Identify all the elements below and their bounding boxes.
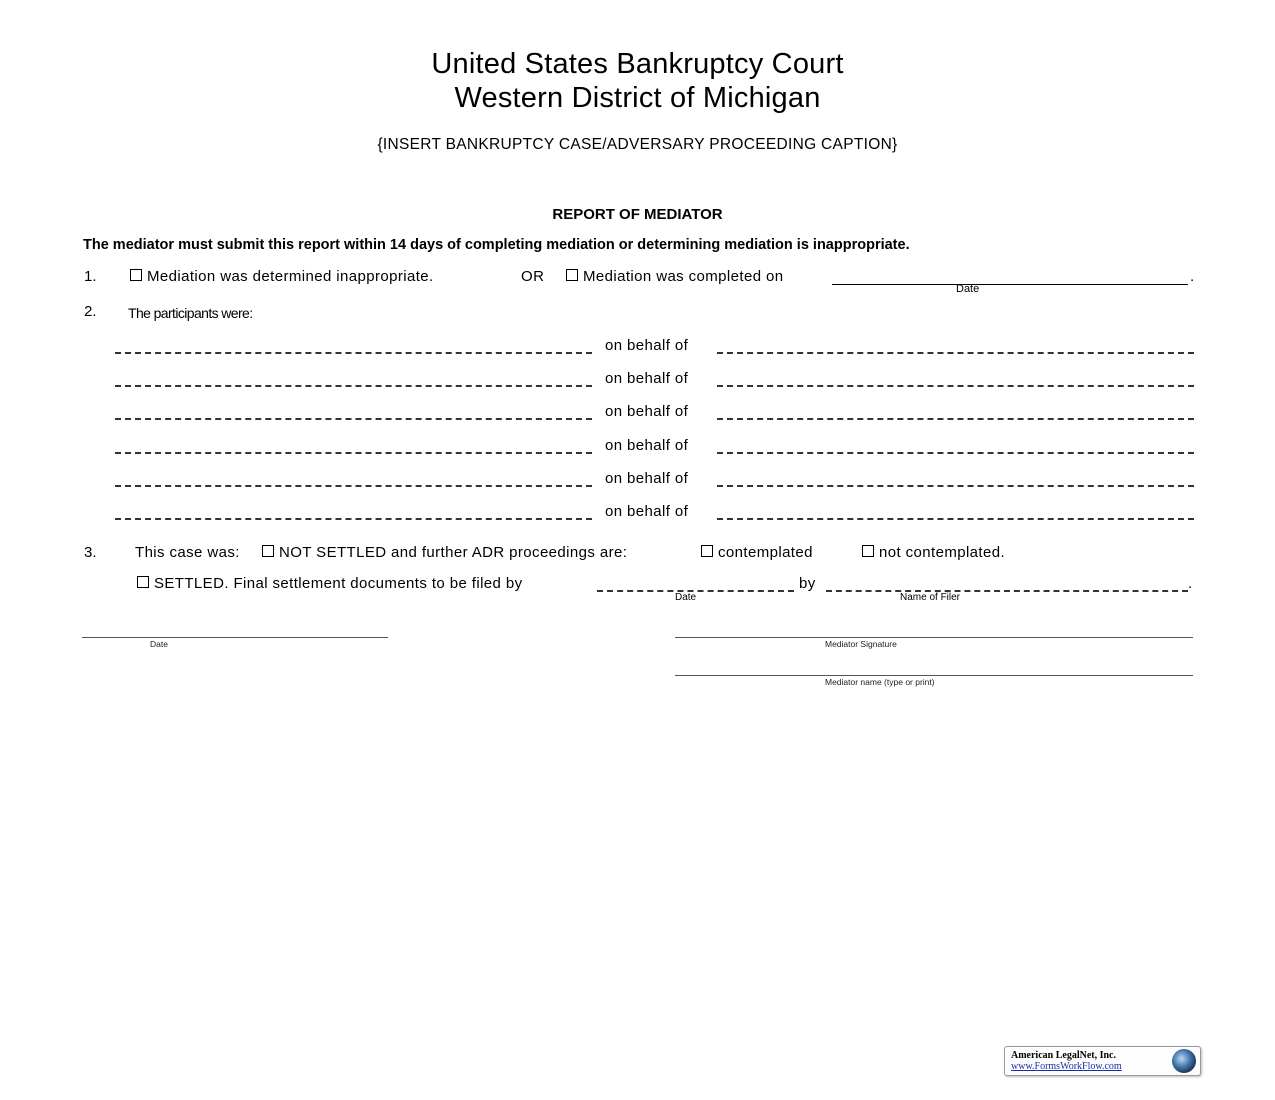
case-caption-placeholder: {INSERT BANKRUPTCY CASE/ADVERSARY PROCEEDING CAPTION} [377,136,898,153]
option-contemplated[interactable] [701,544,813,561]
item-1-number: 1. [84,268,97,285]
participant-name-field[interactable] [115,352,592,354]
filer-name-field[interactable] [826,590,1188,592]
or-text: OR [521,268,545,285]
district-title: Western District of Michigan [454,82,821,114]
participant-party-field[interactable] [717,385,1194,387]
participant-party-field[interactable] [717,485,1194,487]
participant-name-field[interactable] [115,485,592,487]
item-3-period: . [1188,575,1193,592]
mediator-signature-label: Mediator Signature [825,639,897,649]
participant-name-field[interactable] [115,518,592,520]
option-inappropriate-label: Mediation was determined inappropriate. [147,268,434,285]
mediator-signature-field[interactable] [675,637,1193,638]
globe-logo-icon [1172,1049,1196,1073]
option-contemplated-label: contemplated [718,544,813,561]
checkbox-contemplated[interactable] [701,545,713,557]
option-not-contemplated-label: not contemplated. [879,544,1006,561]
option-settled-label: SETTLED. Final settlement documents to be filed by [154,575,523,592]
mediator-name-field[interactable] [675,675,1193,676]
settlement-date-label: Date [675,592,697,603]
on-behalf-label: on behalf of [605,370,689,387]
publisher-website-link[interactable]: www.FormsWorkFlow.com [1011,1061,1122,1072]
checkbox-inappropriate[interactable] [130,269,142,281]
publisher-name: American LegalNet, Inc. [1011,1050,1116,1061]
participant-party-field[interactable] [717,418,1194,420]
case-was-label: This case was: [135,544,240,561]
participant-party-field[interactable] [717,352,1194,354]
participant-name-field[interactable] [115,418,592,420]
participants-label: The participants were: [128,305,253,321]
checkbox-completed[interactable] [566,269,578,281]
option-completed-label: Mediation was completed on [583,268,784,285]
on-behalf-label: on behalf of [605,470,689,487]
publisher-badge[interactable] [1004,1046,1201,1076]
option-not-settled[interactable] [262,544,627,561]
item-3-number: 3. [84,544,97,561]
checkbox-settled[interactable] [137,576,149,588]
option-not-contemplated[interactable] [862,544,1005,561]
checkbox-not-settled[interactable] [262,545,274,557]
on-behalf-label: on behalf of [605,403,689,420]
item-1-period: . [1190,268,1195,285]
participant-name-field[interactable] [115,452,592,454]
instruction-text: The mediator must submit this report within 14 days of completing mediation or determining mediation is inappropriate. [83,237,910,253]
signature-date-field[interactable] [82,637,388,638]
form-heading: REPORT OF MEDIATOR [552,206,723,223]
by-text: by [799,575,816,592]
on-behalf-label: on behalf of [605,337,689,354]
mediator-name-label: Mediator name (type or print) [825,677,935,687]
completion-date-field[interactable] [832,268,1188,285]
participant-name-field[interactable] [115,385,592,387]
option-settled[interactable] [137,575,523,592]
item-2-number: 2. [84,303,97,320]
option-completed[interactable] [566,268,784,285]
option-inappropriate[interactable] [130,268,434,285]
participant-party-field[interactable] [717,452,1194,454]
on-behalf-label: on behalf of [605,437,689,454]
participant-party-field[interactable] [717,518,1194,520]
completion-date-label: Date [956,283,980,295]
court-title: United States Bankruptcy Court [431,48,844,80]
on-behalf-label: on behalf of [605,503,689,520]
checkbox-not-contemplated[interactable] [862,545,874,557]
signature-date-label: Date [150,639,168,649]
filer-name-label: Name of Filer [900,592,961,603]
option-not-settled-label: NOT SETTLED and further ADR proceedings are: [279,544,628,561]
